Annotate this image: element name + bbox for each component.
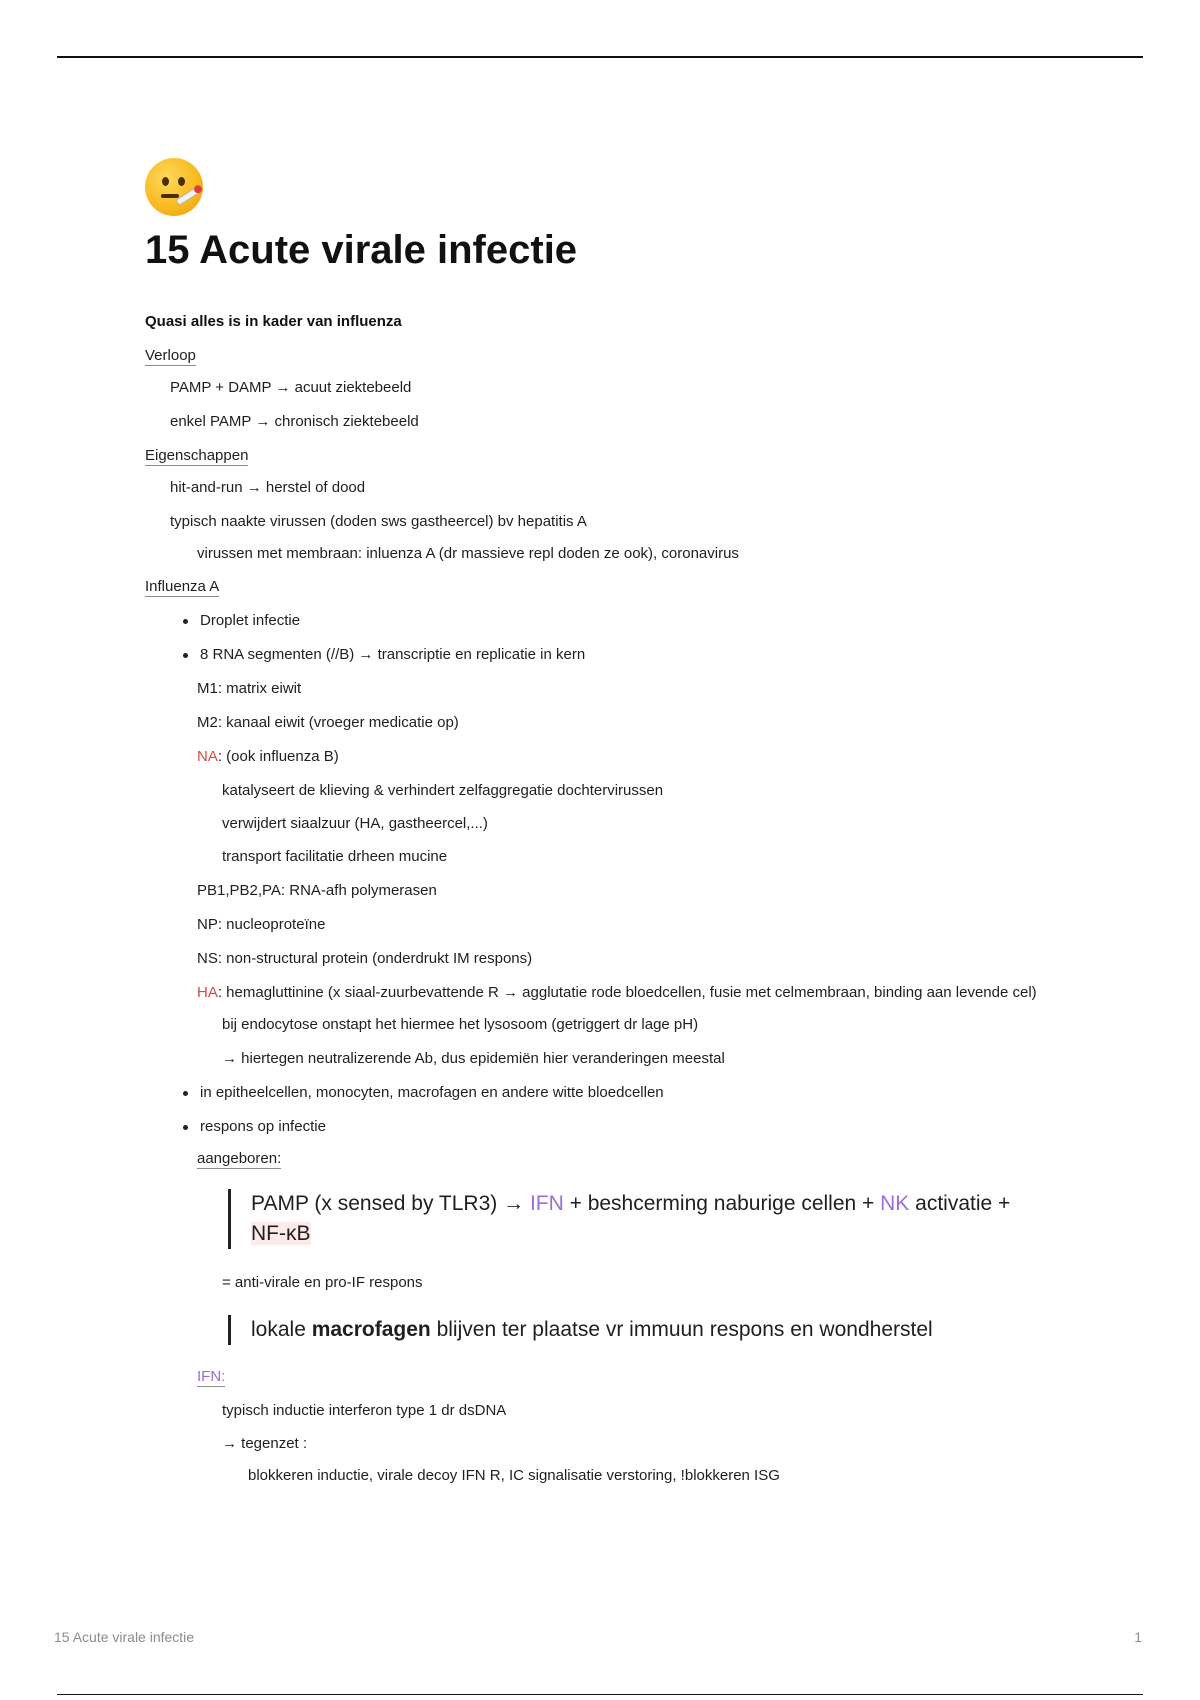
footer-page-number: 1 <box>1134 1629 1142 1645</box>
quote1-part-a: PAMP (x sensed by TLR3) → <box>251 1192 530 1215</box>
quote1-part-b: + beshcerming naburige cellen + <box>563 1192 881 1215</box>
text-m1: M1: matrix eiwit <box>197 680 302 697</box>
quote2-bold: macrofagen <box>311 1318 431 1341</box>
ifn-label: IFN <box>529 1192 564 1215</box>
heading-verloop: Verloop <box>145 347 196 364</box>
heading-aangeboren: aangeboren: <box>197 1150 282 1167</box>
footer-title: 15 Acute virale infectie <box>54 1629 195 1645</box>
quote1-part-c: activatie + <box>909 1192 1011 1215</box>
text-m2: M2: kanaal eiwit (vroeger medicatie op) <box>197 714 459 731</box>
face-with-thermometer-icon <box>145 158 203 216</box>
nfkb-label: NF-κB <box>251 1222 311 1245</box>
text-tegenzet: → tegenzet : <box>222 1435 308 1452</box>
na-description: : (ook influenza B) <box>217 748 339 765</box>
text-transport: transport facilitatie drheen mucine <box>222 848 448 865</box>
text-hiertegen: → hiertegen neutralizerende Ab, dus epidemiën hier veranderingen meestal <box>222 1050 725 1067</box>
ha-description: : hemagluttinine (x siaal-zuurbevattende R → agglutatie rode bloedcellen, fusie met celmembraan, binding aan levende cel) <box>217 984 1037 1001</box>
quote-macrofagen <box>228 1315 1041 1345</box>
text-pb: PB1,PB2,PA: RNA-afh polymerasen <box>197 882 437 899</box>
bullet-droplet: Droplet infectie <box>200 611 1075 631</box>
nk-label: NK <box>880 1192 910 1215</box>
text-np: NP: nucleoproteïne <box>197 916 326 933</box>
bullet-rna-segmenten: 8 RNA segmenten (//B) → transcriptie en replicatie in kern <box>200 645 1075 665</box>
text-na <box>197 747 1075 767</box>
page-title: 15 Acute virale infectie <box>145 228 578 272</box>
text-hit-and-run: hit-and-run → herstel of dood <box>170 479 366 496</box>
bullet-respons: respons op infectie <box>200 1117 1075 1137</box>
quote-pamp-ifn <box>228 1189 1041 1249</box>
text-endocytose: bij endocytose onstapt het hiermee het lysosoom (getriggert dr lage pH) <box>222 1016 699 1033</box>
document-body <box>145 312 1075 1486</box>
ha-label: HA <box>197 984 218 1001</box>
text-typisch-inductie: typisch inductie interferon type 1 dr dsDNA <box>222 1402 507 1419</box>
text-enkel-pamp: enkel PAMP → chronisch ziektebeeld <box>170 413 419 430</box>
text-ha <box>197 981 1047 1005</box>
intro-line: Quasi alles is in kader van influenza <box>145 313 402 330</box>
text-naakte-virussen: typisch naakte virussen (doden sws gastheercel) bv hepatitis A <box>170 513 587 530</box>
heading-influenza-a: Influenza A <box>145 578 220 595</box>
text-anti-virale: = anti-virale en pro-IF respons <box>222 1274 423 1291</box>
bottom-rule <box>57 1694 1143 1695</box>
heading-eigenschappen: Eigenschappen <box>145 447 249 464</box>
na-label: NA <box>197 748 218 765</box>
text-pamp-damp: PAMP + DAMP → acuut ziektebeeld <box>170 379 412 396</box>
text-membraan-virussen: virussen met membraan: inluenza A (dr massieve repl doden ze ook), coronavirus <box>197 545 739 562</box>
text-blokkeren: blokkeren inductie, virale decoy IFN R, IC signalisatie verstoring, !blokkeren ISG <box>248 1467 780 1484</box>
text-siaalzuur: verwijdert siaalzuur (HA, gastheercel,...) <box>222 815 488 832</box>
page-content <box>145 158 1075 1486</box>
text-katalyseert: katalyseert de klieving & verhindert zelfaggregatie dochtervirussen <box>222 782 664 799</box>
text-ns: NS: non-structural protein (onderdrukt IM respons) <box>197 950 533 967</box>
bullet-epitheelcellen: in epitheelcellen, monocyten, macrofagen en andere witte bloedcellen <box>200 1083 1075 1103</box>
quote2-part-b: blijven ter plaatse vr immuun respons en wondherstel <box>430 1318 933 1341</box>
heading-ifn: IFN: <box>197 1368 226 1385</box>
top-rule <box>57 56 1143 58</box>
quote2-part-a: lokale <box>251 1318 312 1341</box>
